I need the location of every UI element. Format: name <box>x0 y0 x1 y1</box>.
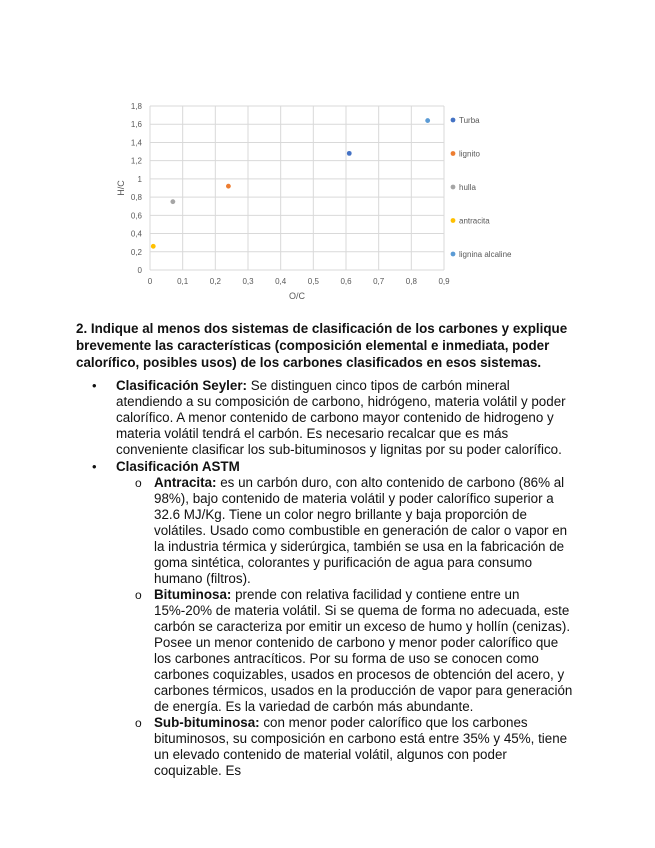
legend-marker <box>451 185 456 190</box>
item-title: Clasificación Seyler: <box>116 378 247 393</box>
y-axis-label: H/C <box>116 180 126 196</box>
legend-label: lignina alcaline <box>459 250 512 259</box>
x-tick-label: 0 <box>147 277 153 286</box>
circle-bullet-icon: o <box>135 588 142 602</box>
chart-legend <box>451 116 512 259</box>
subitem-title: Antracita: <box>154 475 217 490</box>
subitem-text: es un carbón duro, con alto contenido de carbono (86% al 98%), bajo contenido de materia volátil y poder calorífico superior a 32.6 MJ/Kg. Tiene un color negro brillante y baja proporción de volátiles. Usado como combustible en generación de calor o vapor en la industria térmica y siderúrgica, también se usa en la fabricación de goma sintética, colorantes y purificación de agua para consumo humano (filtros). <box>154 475 568 586</box>
chart-grid <box>150 106 444 270</box>
circle-bullet-icon: o <box>135 716 142 730</box>
y-tick-label: 1,2 <box>130 156 142 166</box>
sublist-item-bituminosa <box>116 587 576 715</box>
x-tick-label: 0,3 <box>242 277 254 286</box>
legend-marker <box>451 252 456 257</box>
data-points <box>151 118 430 249</box>
question-heading: 2. Indique al menos dos sistemas de clasificación de los carbones y explique brevemente las características (composición elemental e inmediata, poder calorífico, posibles usos) de los carbones clasificados en esos sistemas. <box>76 321 568 370</box>
legend-label: antracita <box>459 216 490 226</box>
y-tick-label: 1,8 <box>130 102 142 111</box>
x-tick-label: 0,6 <box>340 277 352 286</box>
y-tick-label: 1,6 <box>130 120 142 130</box>
item-title: Clasificación ASTM <box>116 459 240 474</box>
item-text: Se distinguen cinco tipos de carbón mineral atendiendo a su composición de carbono, hidrógeno, materia volátil y poder calorífico. A menor contenido de carbono mayor contenido de hidrogeno y materia volátil tendrá el carbón. Es necesario recalcar que es más conveniente clasificar los sub-bituminosos y lignitas por su poder calorífico. <box>116 378 566 457</box>
subitem-text: con menor poder calorífico que los carbones bituminosos, su composición en carbono está entre 35% y 45%, tiene un elevado contenido de material volátil, algunos con poder coquizable. Es <box>154 715 568 778</box>
subitem-title: Sub-bituminosa: <box>154 715 260 730</box>
x-tick-label: 0,1 <box>177 277 189 286</box>
y-tick-label: 0,6 <box>130 211 142 221</box>
bullet-icon: • <box>92 378 97 393</box>
list-item-seyler <box>76 378 576 458</box>
y-tick-label: 0,2 <box>130 247 142 257</box>
x-tick-label: 0,9 <box>438 277 450 286</box>
x-tick-label: 0,2 <box>209 277 221 286</box>
y-tick-label: 1,4 <box>130 138 142 148</box>
subitem-text: prende con relativa facilidad y contiene entre un 15%-20% de materia volátil. Si se quema de forma no adecuada, este carbón se caracteriza por emitir un exceso de humo y hollín (cenizas). Posee un menor contenido de carbono y menor poder calorífico que los carbones antracíticos. Por su forma de uso se conocen como carbones coquizables, usados en procesos de obtención del acero, y carbones térmicos, usados en la producción de vapor para generación de energía. Es la variedad de carbón más abundante. <box>154 587 573 714</box>
x-tick-label: 0,8 <box>405 277 417 286</box>
scatter-chart <box>110 96 530 306</box>
sublist-item-sub-bituminosa <box>116 715 576 779</box>
legend-label: Turba <box>459 116 480 125</box>
y-tick-label: 0 <box>137 266 142 275</box>
y-tick-label: 0,8 <box>130 193 142 203</box>
x-axis-label: O/C <box>288 291 306 301</box>
list-item-astm <box>76 459 576 779</box>
y-tick-label: 0,4 <box>130 229 142 239</box>
data-point-hulla <box>170 199 175 204</box>
legend-marker <box>451 218 456 223</box>
legend-marker <box>451 118 456 123</box>
subitem-title: Bituminosa: <box>154 587 232 602</box>
astm-sublist <box>116 475 576 779</box>
data-point-turba <box>347 151 352 156</box>
x-tick-label: 0,7 <box>373 277 385 286</box>
y-axis-ticks <box>131 102 143 275</box>
y-tick-label: 1 <box>137 174 142 184</box>
x-tick-label: 0,5 <box>307 277 319 286</box>
circle-bullet-icon: o <box>135 476 142 490</box>
data-point-antracita <box>151 244 156 249</box>
data-point-lignito <box>226 184 231 189</box>
bullet-icon: • <box>92 459 97 474</box>
legend-label: hulla <box>459 183 476 192</box>
legend-marker <box>451 151 456 156</box>
sublist-item-antracita <box>116 475 576 587</box>
x-axis-ticks <box>148 277 450 286</box>
data-point-lignina-alcaline <box>425 118 430 123</box>
x-tick-label: 0,4 <box>275 277 287 286</box>
legend-label: lignito <box>459 149 480 159</box>
classification-list <box>76 378 576 779</box>
answer-content <box>76 378 576 780</box>
